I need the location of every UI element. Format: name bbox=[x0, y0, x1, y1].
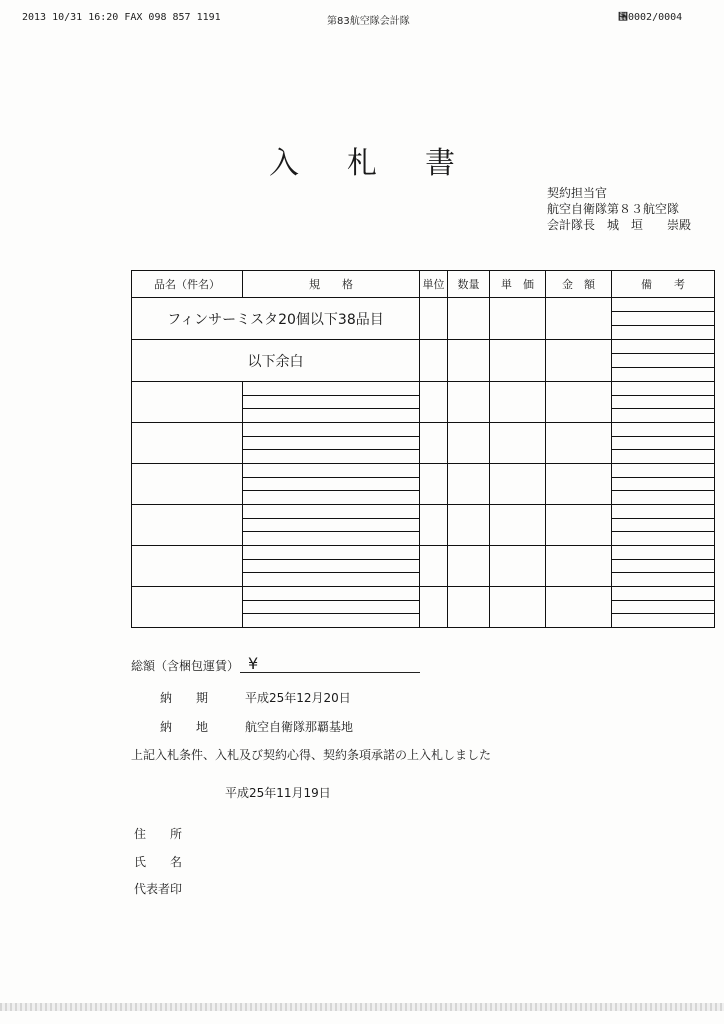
header-quantity: 数量 bbox=[448, 271, 490, 298]
header-unit-price: 単 価 bbox=[490, 271, 546, 298]
table-header-row bbox=[132, 271, 715, 298]
delivery-place-label: 納 地 bbox=[160, 720, 209, 734]
item-name-cell: 以下余白 bbox=[132, 340, 420, 382]
table-row bbox=[132, 587, 715, 628]
name-label: 氏 名 bbox=[134, 855, 183, 869]
table-row bbox=[132, 505, 715, 546]
spec-cell bbox=[243, 546, 420, 587]
table-cell bbox=[490, 340, 546, 382]
header-amount: 金 額 bbox=[546, 271, 612, 298]
addressee-line-3: 会計隊長 城 垣 崇殿 bbox=[547, 218, 692, 232]
table-cell bbox=[490, 298, 546, 340]
fax-header-org: 第83航空隊会計隊 bbox=[327, 16, 410, 27]
remarks-cell bbox=[612, 546, 715, 587]
remarks-cell bbox=[612, 505, 715, 546]
table-cell bbox=[132, 464, 243, 505]
addressee-line-2: 航空自衛隊第８３航空隊 bbox=[547, 202, 680, 216]
remarks-cell bbox=[612, 298, 715, 340]
fax-header-page: ⑖0002/0004 bbox=[618, 12, 683, 23]
table-cell bbox=[420, 298, 448, 340]
spec-cell bbox=[243, 423, 420, 464]
header-item-name: 品名（件名） bbox=[132, 271, 243, 298]
remarks-cell bbox=[612, 464, 715, 505]
total-amount-field bbox=[240, 654, 420, 673]
table-cell bbox=[132, 423, 243, 464]
table-cell bbox=[132, 505, 243, 546]
document-title: 入札書 bbox=[269, 146, 503, 181]
submission-date: 平成25年11月19日 bbox=[225, 786, 331, 800]
spec-cell bbox=[243, 464, 420, 505]
item-name-cell: フィンサーミスタ20個以下38品目 bbox=[132, 298, 420, 340]
remarks-cell bbox=[612, 340, 715, 382]
spec-cell bbox=[243, 505, 420, 546]
table-cell bbox=[546, 298, 612, 340]
spec-cell bbox=[243, 587, 420, 628]
table-cell bbox=[132, 382, 243, 423]
bid-table bbox=[131, 270, 715, 628]
table-row bbox=[132, 464, 715, 505]
table-row bbox=[132, 340, 715, 382]
fax-header-sender: 2013 10/31 16:20 FAX 098 857 1191 bbox=[22, 12, 221, 23]
address-label: 住 所 bbox=[134, 827, 183, 841]
addressee-line-1: 契約担当官 bbox=[547, 186, 608, 200]
spec-cell bbox=[243, 382, 420, 423]
table-cell bbox=[132, 587, 243, 628]
yen-symbol: ¥ bbox=[248, 654, 259, 673]
total-label: 総額（含梱包運賃） bbox=[131, 659, 240, 673]
table-row bbox=[132, 546, 715, 587]
remarks-cell bbox=[612, 423, 715, 464]
table-cell bbox=[132, 546, 243, 587]
remarks-cell bbox=[612, 382, 715, 423]
delivery-date-value: 平成25年12月20日 bbox=[245, 691, 351, 705]
header-spec: 規 格 bbox=[243, 271, 420, 298]
table-cell bbox=[448, 298, 490, 340]
header-unit: 単位 bbox=[420, 271, 448, 298]
table-row bbox=[132, 423, 715, 464]
delivery-place-value: 航空自衛隊那覇基地 bbox=[245, 720, 354, 734]
table-cell bbox=[546, 340, 612, 382]
scan-noise-strip bbox=[0, 1003, 724, 1011]
representative-seal-label: 代表者印 bbox=[134, 882, 183, 896]
header-remarks: 備 考 bbox=[612, 271, 715, 298]
remarks-cell bbox=[612, 587, 715, 628]
table-cell bbox=[448, 340, 490, 382]
table-row bbox=[132, 382, 715, 423]
table-row bbox=[132, 298, 715, 340]
table-cell bbox=[420, 340, 448, 382]
statement: 上記入札条件、入札及び契約心得、契約条項承諾の上入札しました bbox=[131, 748, 492, 762]
delivery-date-label: 納 期 bbox=[160, 691, 209, 705]
